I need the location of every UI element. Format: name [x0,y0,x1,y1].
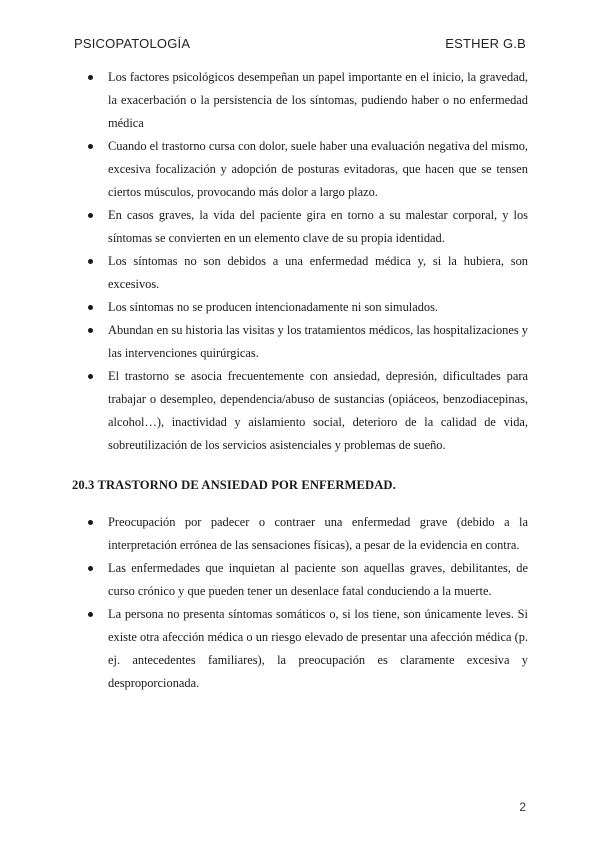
list-item-text: En casos graves, la vida del paciente gira en torno a su malestar corporal, y los síntomas se convierten en un elemento clave de su propia identidad. [108,208,528,245]
list-item-text: El trastorno se asocia frecuentemente con ansiedad, depresión, dificultades para trabajar o desempleo, dependencia/abuso de sustancias (opiáceos, benzodiacepinas, alcohol…), inactividad y aislamiento social, deterioro de la calidad de vida, sobreutilización de los servicios asistenciales y problemas de sueño. [108,369,528,452]
list-item [84,603,528,695]
list-item-text: Los factores psicológicos desempeñan un papel importante en el inicio, la gravedad, la exacerbación o la persistencia de los síntomas, pudiendo haber o no enfermedad médica [108,70,528,130]
list-item-text: Los síntomas no son debidos a una enfermedad médica y, si la hubiera, son excesivos. [108,254,528,291]
list-item [84,204,528,250]
list-item [84,66,528,135]
bullet-icon [88,75,93,80]
list-item [84,135,528,204]
symptom-list [84,66,528,457]
bullet-icon [88,144,93,149]
bullet-icon [88,374,93,379]
bullet-icon [88,566,93,571]
page-header [74,36,526,56]
bullet-icon [88,520,93,525]
list-item-text: Los síntomas no se producen intencionadamente ni son simulados. [108,300,439,314]
bullet-icon [88,305,93,310]
list-item [84,296,528,319]
header-author: ESTHER G.B [445,36,526,51]
list-item [84,557,528,603]
bullet-icon [88,328,93,333]
header-subject: PSICOPATOLOGÍA [74,36,191,51]
list-item [84,319,528,365]
bullet-icon [88,612,93,617]
list-item-text: Preocupación por padecer o contraer una enfermedad grave (debido a la interpretación errónea de las sensaciones físicas), a pesar de la evidencia en contra. [108,515,528,552]
list-item-text: Abundan en su historia las visitas y los tratamientos médicos, las hospitalizaciones y las intervenciones quirúrgicas. [108,323,528,360]
page-number: 2 [519,800,526,814]
list-item-text: Las enfermedades que inquietan al paciente son aquellas graves, debilitantes, de curso crónico y que pueden tener un desenlace fatal conduciendo a la muerte. [108,561,528,598]
list-item-text: Cuando el trastorno cursa con dolor, suele haber una evaluación negativa del mismo, excesiva focalización y adopción de posturas evitadoras, que hacen que se tensen ciertos músculos, provocando más dolor a largo plazo. [108,139,528,199]
bullet-icon [88,259,93,264]
list-item [84,511,528,557]
list-item [84,365,528,457]
list-item-text: La persona no presenta síntomas somáticos o, si los tiene, son únicamente leves. Si existe otra afección médica o un riesgo elevado de presentar una afección médica (p. ej. antecedentes familiares), la preocupación es claramente excesiva y desproporcionada. [108,607,528,690]
anxiety-list [84,511,528,695]
page-content [72,66,528,695]
section-heading: 20.3 TRASTORNO DE ANSIEDAD POR ENFERMEDAD. [72,478,396,492]
bullet-icon [88,213,93,218]
list-item [84,250,528,296]
